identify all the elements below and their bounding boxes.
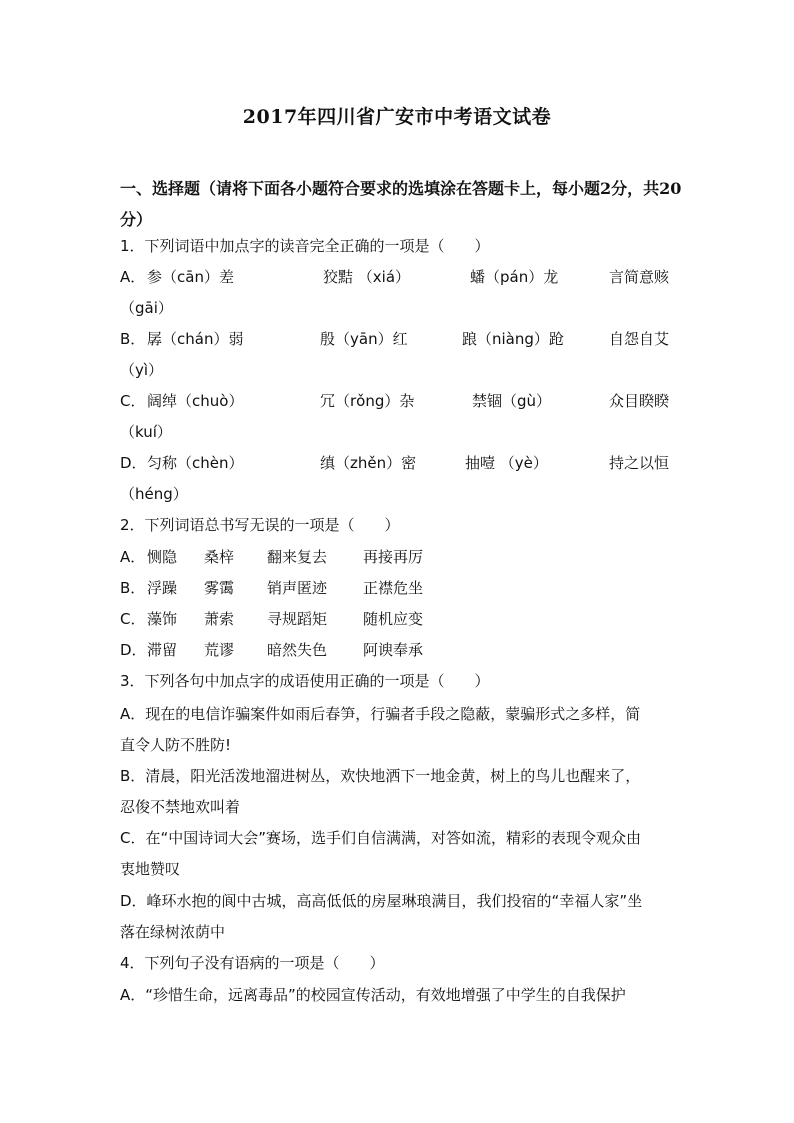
option-item: 众目睽睽: [609, 392, 670, 410]
q1-option-b-wrap: （yì）: [120, 361, 164, 379]
section-heading-line-2: 分）: [120, 210, 153, 229]
option-label: A．: [120, 268, 146, 286]
option-item: 再接再厉: [363, 548, 424, 566]
option-item: 匀称（chèn）: [147, 454, 244, 472]
option-label: D．: [120, 454, 147, 472]
option-item: 销声匿迹: [267, 579, 328, 597]
option-item: 禁锢（gù）: [472, 392, 552, 410]
option-label: B．: [120, 579, 146, 597]
q4-line: A．“珍惜生命，远离毒品”的校园宣传活动，有效地增强了中学生的自我保护: [120, 986, 626, 1004]
option-item: 寻规蹈矩: [267, 610, 328, 628]
option-item: 翻来复去: [267, 548, 328, 566]
option-item: 雾霭: [204, 579, 235, 597]
option-item: 参（cān）差: [147, 268, 234, 286]
option-item: 随机应变: [363, 610, 424, 628]
q3-line: C．在“中国诗词大会”赛场，选手们自信满满，对答如流，精彩的表现令观众由: [120, 829, 642, 847]
option-item: 正襟危坐: [363, 579, 424, 597]
option-item: 冗（rǒng）杂: [320, 392, 415, 410]
option-item: 孱（chán）弱: [147, 330, 244, 348]
option-item: 抽噎 （yè）: [465, 454, 548, 472]
q3-line: D．峰环水抱的阆中古城，高高低低的房屋琳琅满目，我们投宿的“幸福人家”坐: [120, 892, 643, 910]
option-item: 恻隐: [147, 548, 178, 566]
option-item: 自怨自艾: [609, 330, 670, 348]
q3-line: 落在绿树浓荫中: [120, 923, 226, 941]
q3-line: A．现在的电信诈骗案件如雨后春笋，行骗者手段之隐蔽，蒙骗形式之多样，简: [120, 705, 641, 723]
section-heading-line-1: 一、选择题（请将下面各小题符合要求的选填涂在答题卡上，每小题2分，共20: [120, 179, 682, 198]
option-label: A．: [120, 548, 146, 566]
q3-line: 忍俊不禁地欢叫着: [120, 798, 241, 816]
q3-stem: 3．下列各句中加点字的成语使用正确的一项是（ ）: [120, 672, 490, 690]
option-label: C．: [120, 392, 146, 410]
option-item: 狡黠 （xiá）: [323, 268, 411, 286]
q3-line: 直令人防不胜防!: [120, 736, 232, 754]
option-item: 殷（yān）红: [320, 330, 408, 348]
option-label: C．: [120, 610, 146, 628]
option-item: 缜（zhěn）密: [320, 454, 417, 472]
q1-option-c-wrap: （kuí）: [120, 423, 172, 441]
option-item: 言简意赅: [609, 268, 670, 286]
option-label: D．: [120, 641, 147, 659]
option-item: 阔绰（chuò）: [147, 392, 244, 410]
q3-line: 衷地赞叹: [120, 860, 181, 878]
option-item: 蟠（pán）龙: [470, 268, 559, 286]
option-item: 荒谬: [204, 641, 235, 659]
option-item: 阿谀奉承: [363, 641, 424, 659]
q3-line: B．清晨，阳光活泼地溜进树丛，欢快地洒下一地金黄，树上的鸟儿也醒来了，: [120, 767, 641, 785]
option-item: 藻饰: [147, 610, 178, 628]
option-item: 踉（niàng）跄: [462, 330, 564, 348]
option-item: 滞留: [147, 641, 178, 659]
q2-stem: 2．下列词语总书写无误的一项是（ ）: [120, 516, 400, 534]
q1-stem: 1．下列词语中加点字的读音完全正确的一项是（ ）: [120, 237, 490, 255]
option-item: 浮躁: [147, 579, 178, 597]
section-heading: [120, 173, 680, 235]
q4-stem: 4．下列句子没有语病的一项是（ ）: [120, 954, 385, 972]
option-label: B．: [120, 330, 146, 348]
option-item: 桑梓: [204, 548, 235, 566]
q1-option-a-wrap: （gāi）: [120, 299, 173, 317]
exam-title: 2017年四川省广安市中考语文试卷: [242, 106, 552, 128]
q1-option-d-wrap: （héng）: [120, 485, 188, 503]
option-item: 暗然失色: [267, 641, 328, 659]
option-item: 持之以恒: [609, 454, 670, 472]
option-item: 萧索: [204, 610, 235, 628]
